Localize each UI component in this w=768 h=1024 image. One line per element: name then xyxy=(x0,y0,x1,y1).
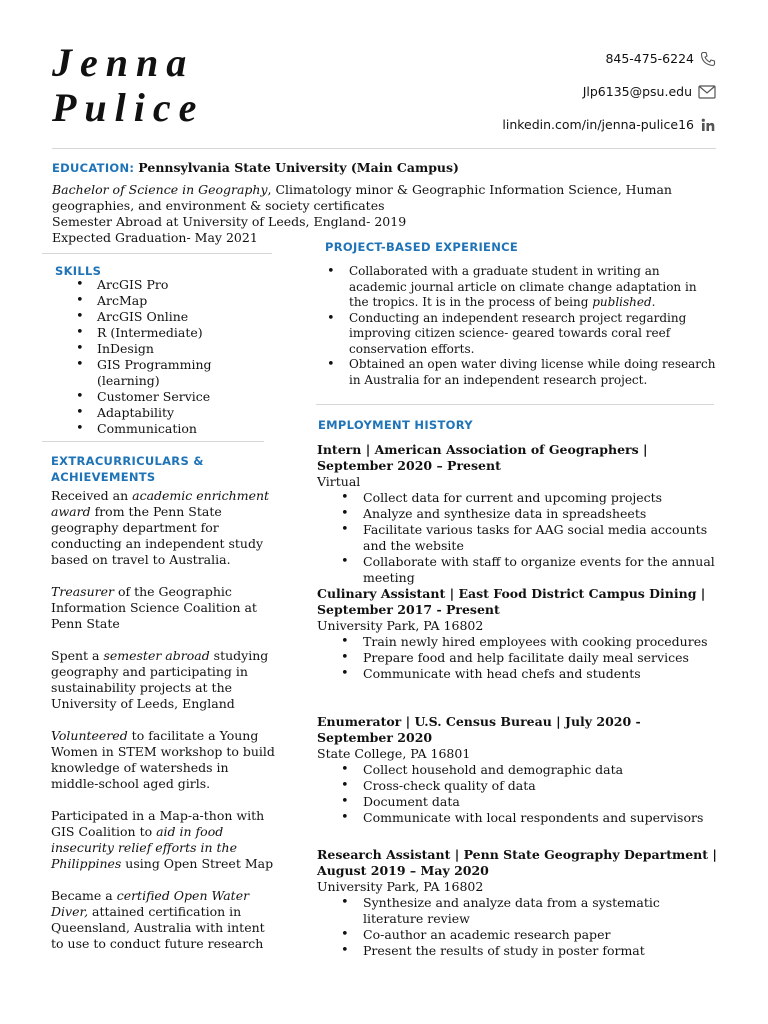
achievement-paragraph: Volunteered to facilitate a Young Women in STEM workshop to build knowledge of watersheds in middle-school aged girls. xyxy=(51,728,275,791)
job-title: Culinary Assistant | East Food District Campus Dining | September 2017 - Present xyxy=(317,586,706,617)
employment-heading: EMPLOYMENT HISTORY xyxy=(318,418,473,432)
job-duties xyxy=(363,895,717,959)
achievement-paragraph: Spent a semester abroad studying geography and participating in sustainability projects at the University of Leeds, England xyxy=(51,648,269,711)
job-entry xyxy=(317,442,717,586)
skill-item: • Communication xyxy=(97,421,272,437)
achievement-paragraph: Became a certified Open Water Diver, attained certification in Queensland, Australia with intent to use to conduct future research xyxy=(51,888,265,951)
skill-item: • ArcGIS Online xyxy=(97,309,272,325)
project-item: • Obtained an open water diving license while doing research in Australia for an independent research project. xyxy=(349,357,719,388)
contact-info xyxy=(502,42,716,141)
projects-list xyxy=(349,264,719,388)
job-title: Enumerator | U.S. Census Bureau | July 2020 - September 2020 xyxy=(317,714,641,745)
duty-item: • Co-author an academic research paper xyxy=(363,927,717,943)
duty-item: • Communicate with local respondents and supervisors xyxy=(363,810,717,826)
mail-icon xyxy=(698,85,716,99)
duty-item: • Communicate with head chefs and students xyxy=(363,666,717,682)
duty-item: • Collect data for current and upcoming projects xyxy=(363,490,717,506)
left-divider-1 xyxy=(42,253,272,254)
duty-item: • Cross-check quality of data xyxy=(363,778,717,794)
duty-item: • Prepare food and help facilitate daily meal services xyxy=(363,650,717,666)
skills-heading: SKILLS xyxy=(55,264,102,278)
skill-item: • InDesign xyxy=(97,341,272,357)
header-divider xyxy=(52,148,716,149)
duty-item: • Facilitate various tasks for AAG social media accounts and the website xyxy=(363,522,717,554)
extracurriculars-body xyxy=(51,488,276,968)
skills-list xyxy=(97,277,272,437)
email-address[interactable]: Jlp6135@psu.edu xyxy=(582,84,692,99)
expected-graduation: Expected Graduation- May 2021 xyxy=(52,230,258,245)
project-item: • Collaborated with a graduate student in writing an academic journal article on climate change adaptation in the tropics. It is in the process of being published. xyxy=(349,264,719,311)
candidate-name xyxy=(52,40,204,130)
duty-item: • Train newly hired employees with cooking procedures xyxy=(363,634,717,650)
phone-number: 845-475-6224 xyxy=(605,51,694,66)
linkedin-url[interactable]: linkedin.com/in/jenna-pulice16 xyxy=(502,117,694,132)
skill-item: • ArcMap xyxy=(97,293,272,309)
phone-row xyxy=(502,42,716,75)
right-divider xyxy=(316,404,714,405)
job-entry xyxy=(317,714,717,826)
email-row xyxy=(502,75,716,108)
first-name: Jenna xyxy=(52,40,195,85)
left-divider-2 xyxy=(42,441,264,442)
achievement-paragraph: Participated in a Map-a-thon with GIS Coalition to aid in food insecurity relief efforts in the Philippines using Open Street Map xyxy=(51,808,274,871)
semester-abroad: Semester Abroad at University of Leeds, England- 2019 xyxy=(52,214,407,229)
phone-icon xyxy=(700,51,716,67)
job-duties xyxy=(363,762,717,826)
duty-item: • Collect household and demographic data xyxy=(363,762,717,778)
duty-item: • Document data xyxy=(363,794,717,810)
duty-item: • Present the results of study in poster format xyxy=(363,943,717,959)
degree-title: Bachelor of Science in Geography xyxy=(52,182,268,197)
skill-item: • ArcGIS Pro xyxy=(97,277,272,293)
duty-item: • Synthesize and analyze data from a systematic literature review xyxy=(363,895,717,927)
linkedin-row xyxy=(502,108,716,141)
school-name: Pennsylvania State University (Main Campus) xyxy=(138,160,459,175)
job-location: University Park, PA 16802 xyxy=(317,618,484,633)
skill-item: • R (Intermediate) xyxy=(97,325,272,341)
job-entry xyxy=(317,847,717,959)
job-duties xyxy=(363,490,717,586)
job-location: University Park, PA 16802 xyxy=(317,879,484,894)
job-location: Virtual xyxy=(317,474,361,489)
education-heading: EDUCATION: xyxy=(52,161,135,175)
achievement-paragraph: Received an academic enrichment award from the Penn State geography department for conducting an independent study based on travel to Australia. xyxy=(51,488,270,567)
extracurriculars-heading: EXTRACURRICULARS & ACHIEVEMENTS xyxy=(51,454,204,484)
job-entry xyxy=(317,586,717,682)
skill-item: • Customer Service xyxy=(97,389,272,405)
duty-item: • Collaborate with staff to organize events for the annual meeting xyxy=(363,554,717,586)
skill-item: • GIS Programming (learning) xyxy=(97,357,272,389)
skill-item: • Adaptability xyxy=(97,405,272,421)
duty-item: • Analyze and synthesize data in spreadsheets xyxy=(363,506,717,522)
achievement-paragraph: Treasurer of the Geographic Information Science Coalition at Penn State xyxy=(51,584,257,631)
last-name: Pulice xyxy=(52,85,205,130)
job-title: Intern | American Association of Geographers | September 2020 – Present xyxy=(317,442,648,473)
project-item: • Conducting an independent research project regarding improving citizen science- geared towards coral reef conservation efforts. xyxy=(349,311,719,358)
degree-details: , Climatology minor & Geographic Information Science, Human geographies, and environment & society certificates xyxy=(52,182,672,213)
projects-heading: PROJECT-BASED EXPERIENCE xyxy=(325,240,519,254)
job-title: Research Assistant | Penn State Geography Department | August 2019 – May 2020 xyxy=(317,847,717,878)
linkedin-icon xyxy=(700,117,716,133)
education-section xyxy=(52,160,716,246)
job-duties xyxy=(363,634,717,682)
job-location: State College, PA 16801 xyxy=(317,746,471,761)
